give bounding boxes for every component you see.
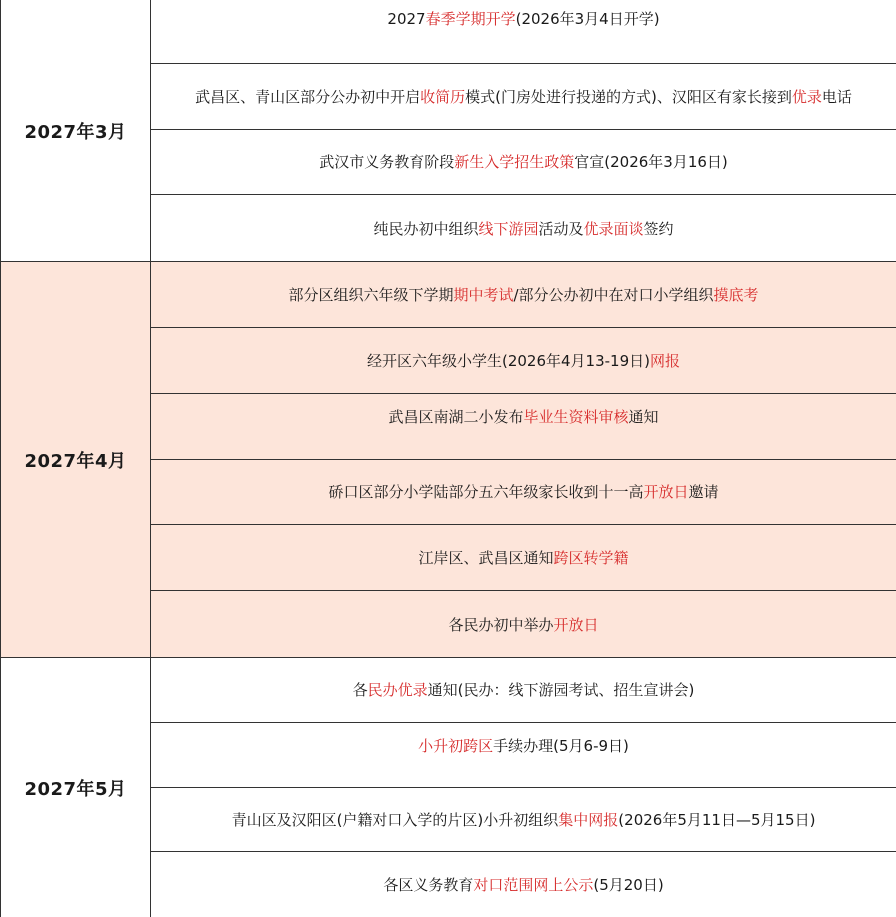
- month-label: 2027年4月: [0, 262, 151, 657]
- event-row: [151, 394, 896, 460]
- month-group-april: [0, 262, 896, 658]
- event-list: [151, 658, 896, 917]
- event-text: [195, 86, 852, 107]
- event-text-segment: 青山区及汉阳区(户籍对口入学的片区)小升初组织: [231, 810, 559, 829]
- event-text-segment: 部分区组织六年级下学期: [288, 285, 454, 304]
- highlighted-keyword: 优录: [791, 87, 822, 106]
- month-label: 2027年3月: [0, 0, 151, 261]
- event-text-segment: 武汉市义务教育阶段: [319, 153, 455, 172]
- highlighted-keyword: 集中网报: [558, 810, 619, 829]
- month-group-may: [0, 658, 896, 917]
- event-text-segment: 活动及: [538, 219, 584, 238]
- event-text-segment: (2026年3月4日开学): [515, 9, 660, 28]
- event-text-segment: 各区义务教育: [383, 876, 474, 895]
- event-row: [151, 328, 896, 394]
- event-text-segment: 通知(民办：线下游园考试、招生宣讲会): [427, 681, 695, 700]
- highlighted-keyword: 毕业生资料审核: [523, 407, 629, 426]
- month-label: 2027年5月: [0, 658, 151, 917]
- highlighted-keyword: 春季学期开学: [425, 9, 516, 28]
- highlighted-keyword: 摸底考: [713, 285, 759, 304]
- event-text-segment: 通知: [628, 407, 659, 426]
- event-text-segment: 邀请: [688, 483, 719, 502]
- event-text-segment: 手续办理(5月6-9日): [493, 736, 629, 755]
- event-text: [353, 679, 695, 700]
- event-text-segment: (2026年5月11日—5月15日): [618, 810, 816, 829]
- event-text-segment: 各民办初中举办: [448, 615, 554, 634]
- event-text: [319, 151, 728, 172]
- event-text: [418, 547, 628, 568]
- event-row: [151, 262, 896, 328]
- event-text-segment: 官宣(2026年3月16日): [574, 153, 728, 172]
- highlighted-keyword: 民办优录: [367, 681, 428, 700]
- highlighted-keyword: 对口范围网上公示: [473, 876, 594, 895]
- event-row: [151, 130, 896, 196]
- highlighted-keyword: 跨区转学籍: [553, 549, 629, 568]
- highlighted-keyword: 线下游园: [478, 219, 539, 238]
- event-text-segment: 纯民办初中组织: [373, 219, 479, 238]
- event-text: [232, 809, 816, 830]
- event-list: [151, 262, 896, 657]
- highlighted-keyword: 开放日: [643, 483, 689, 502]
- event-row: [151, 64, 896, 130]
- event-text-segment: (5月20日): [593, 876, 664, 895]
- event-text-segment: 2027: [387, 9, 426, 28]
- event-row: [151, 460, 896, 526]
- event-text-segment: 签约: [643, 219, 674, 238]
- event-row: [151, 195, 896, 261]
- event-text-segment: 各: [352, 681, 368, 700]
- event-text: [367, 350, 680, 371]
- event-row: [151, 658, 896, 723]
- event-row: [151, 0, 896, 64]
- event-text: [288, 284, 758, 305]
- event-text: [448, 614, 598, 635]
- event-row: [151, 723, 896, 788]
- highlighted-keyword: 网报: [650, 351, 681, 370]
- event-row: [151, 525, 896, 591]
- highlighted-keyword: 开放日: [553, 615, 599, 634]
- highlighted-keyword: 期中考试: [453, 285, 514, 304]
- event-text: [328, 481, 718, 502]
- event-text-segment: 模式(门房处进行投递的方式)、汉阳区有家长接到: [465, 87, 792, 106]
- month-group-march: [0, 0, 896, 262]
- event-text-segment: 武昌区南湖二小发布: [388, 407, 524, 426]
- event-list: [151, 0, 896, 261]
- event-text: [388, 406, 658, 427]
- event-text: [373, 218, 673, 239]
- event-text-segment: 武昌区、青山区部分公办初中开启: [195, 87, 421, 106]
- highlighted-keyword: 收简历: [420, 87, 466, 106]
- highlighted-keyword: 优录面谈: [583, 219, 644, 238]
- event-row: [151, 852, 896, 917]
- event-text-segment: 经开区六年级小学生(2026年4月13-19日): [366, 351, 650, 370]
- highlighted-keyword: 小升初跨区: [418, 736, 494, 755]
- event-text-segment: /部分公办初中在对口小学组织: [513, 285, 714, 304]
- event-text-segment: 江岸区、武昌区通知: [418, 549, 554, 568]
- event-text: [383, 874, 663, 895]
- event-row: [151, 591, 896, 657]
- event-text-segment: 电话: [821, 87, 852, 106]
- event-row: [151, 788, 896, 853]
- highlighted-keyword: 新生入学招生政策: [454, 153, 575, 172]
- event-text: [387, 8, 659, 29]
- event-text: [418, 735, 629, 756]
- event-text-segment: 硚口区部分小学陆部分五六年级家长收到十一高: [328, 483, 644, 502]
